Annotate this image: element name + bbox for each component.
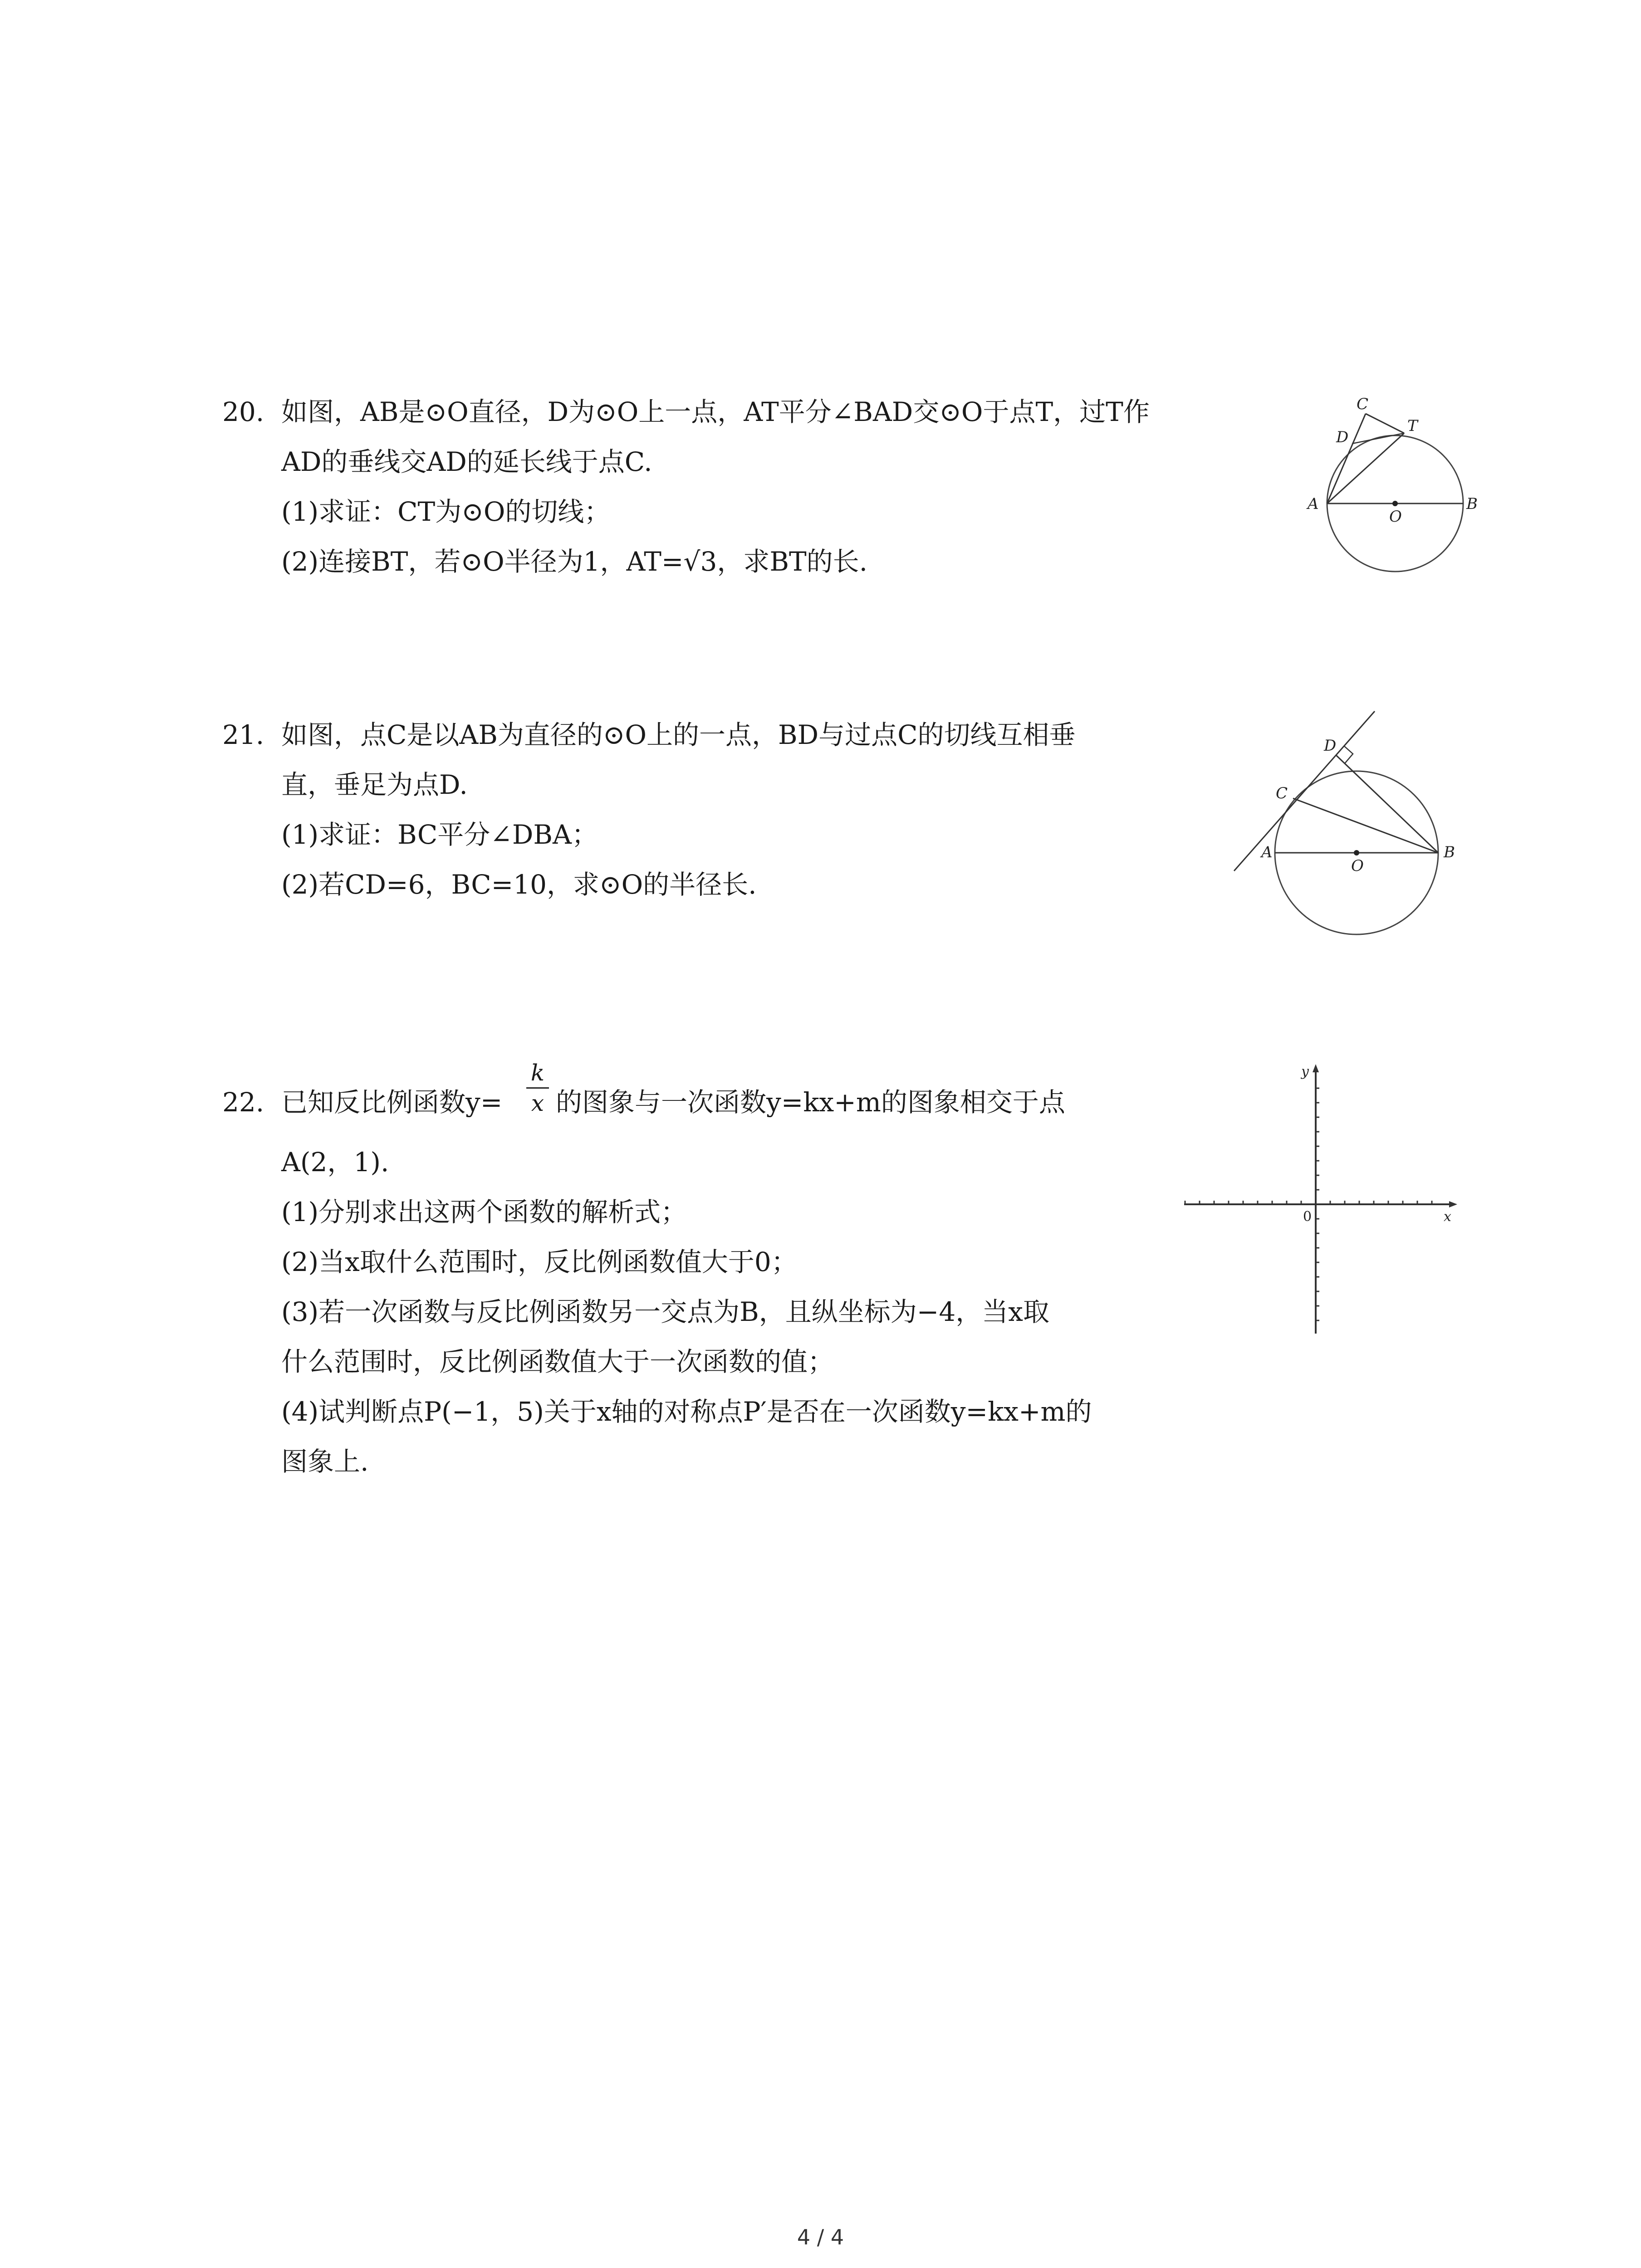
- problem-20-number: 20.: [222, 396, 265, 427]
- label-A: A: [1308, 495, 1319, 513]
- page-number: 4 / 4: [797, 2225, 844, 2249]
- problem-22-line-2: A(2，1).: [281, 1147, 389, 1178]
- problem-22-line-1-after: 的图象与一次函数y=kx+m的图象相交于点: [556, 1087, 1065, 1118]
- problem-22-line-8: 图象上.: [281, 1446, 369, 1477]
- y-axis-label: y: [1301, 1064, 1309, 1080]
- problem-22-line-4: (2)当x取什么范围时，反比例函数值大于0；: [281, 1246, 798, 1277]
- x-axis-label: x: [1444, 1209, 1451, 1225]
- problem-22-number: 22.: [222, 1087, 265, 1118]
- origin-label: 0: [1303, 1209, 1312, 1225]
- problem-21-line-4: (2)若CD=6，BC=10，求⊙O的半径长.: [281, 869, 757, 900]
- label-D: D: [1336, 428, 1349, 446]
- problem-22-line-1-before: 已知反比例函数y=: [281, 1087, 503, 1118]
- label-D: D: [1324, 737, 1337, 755]
- label-A: A: [1261, 843, 1273, 861]
- label-C: C: [1357, 395, 1369, 413]
- label-C: C: [1276, 784, 1288, 802]
- problem-21-number: 21.: [222, 719, 265, 750]
- label-T: T: [1407, 417, 1418, 435]
- problem-21-line-2: 直，垂足为点D.: [281, 769, 468, 800]
- label-O: O: [1351, 857, 1364, 875]
- problem-22-fraction: [526, 1059, 549, 1117]
- fraction-denominator: x: [531, 1090, 544, 1116]
- problem-20-line-2: AD的垂线交AD的延长线于点C.: [281, 446, 652, 477]
- problem-20-line-1: 如图，AB是⊙O直径，D为⊙O上一点，AT平分∠BAD交⊙O于点T，过T作: [281, 396, 1150, 427]
- label-O: O: [1389, 508, 1402, 526]
- problem-20-line-3: (1)求证：CT为⊙O的切线；: [281, 496, 611, 527]
- problem-20-line-4: (2)连接BT，若⊙O半径为1，AT=√3，求BT的长.: [281, 546, 868, 577]
- fraction-numerator: k: [530, 1060, 545, 1086]
- problem-22-line-6: 什么范围时，反比例函数值大于一次函数的值；: [281, 1346, 834, 1377]
- fraction-bar: [526, 1087, 549, 1089]
- problem-21-line-3: (1)求证：BC平分∠DBA；: [281, 819, 598, 850]
- label-B: B: [1444, 843, 1455, 861]
- problem-21-figure: [1225, 703, 1479, 939]
- label-B: B: [1466, 495, 1478, 513]
- problem-22-coordinate-grid: [1180, 1061, 1461, 1343]
- problem-20-figure: [1288, 390, 1479, 581]
- problem-22-line-3: (1)分别求出这两个函数的解析式；: [281, 1197, 687, 1227]
- problem-22-line-5: (3)若一次函数与反比例函数另一交点为B，且纵坐标为−4，当x取: [281, 1296, 1049, 1327]
- problem-22-line-7: (4)试判断点P(−1，5)关于x轴的对称点P′是否在一次函数y=kx+m的: [281, 1396, 1092, 1427]
- problem-21-line-1: 如图，点C是以AB为直径的⊙O上的一点，BD与过点C的切线互相垂: [281, 719, 1076, 750]
